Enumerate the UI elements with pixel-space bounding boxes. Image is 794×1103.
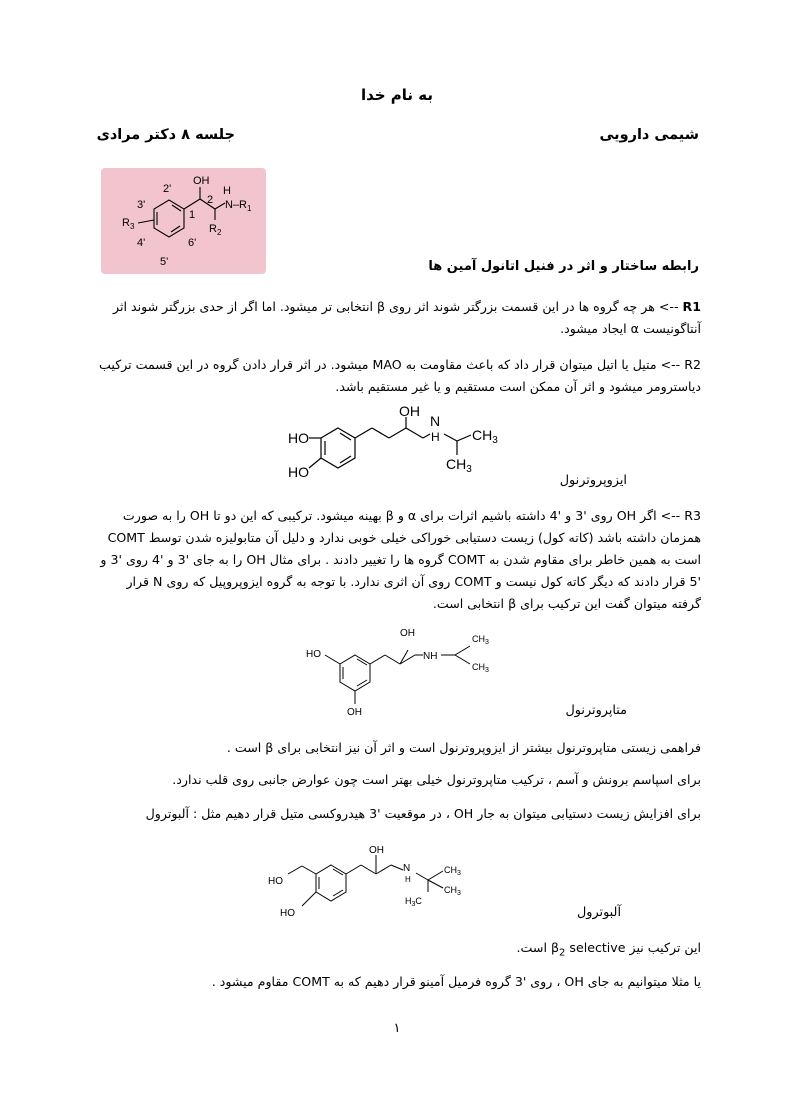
metaproterenol-structure (295, 624, 520, 719)
isoproterenol-ch3-b-sub: 3 (466, 464, 472, 475)
session-heading: جلسه ۸ دکتر مرادی (96, 127, 235, 143)
scaffold-pos-6p: 6' (188, 237, 197, 249)
albuterol-structure (258, 838, 473, 923)
isoproterenol-ho-top: HO (288, 430, 309, 446)
albuterol-ch3-a-sub: 3 (457, 870, 461, 877)
r1-prefix: R1 (682, 299, 701, 314)
scaffold-pos-5p: 5' (160, 256, 169, 268)
scaffold-r2-subscript: 2 (216, 228, 222, 237)
albuterol-svg (258, 838, 473, 923)
scaffold-r1-subscript: 1 (247, 204, 252, 213)
b2-note-a: این ترکیب نیز β (550, 940, 701, 955)
r2-text: --> متیل یا اتیل میتوان قرار داد که باعث مقاومت به MAO میشود. در اثر قرار دادن گروه در این قسمت ترکیب دیاسترومر میشود و اثر آن ممکن است مستقیم و یا غیر مستقیم باشد. (99, 357, 701, 394)
metaproterenol-paragraph: فراهمی زیستی متاپروترنول بیشتر از ایزوپروترنول است و اثر آن نیز انتخابی برای β است . (226, 740, 701, 755)
albuterol-ch3-b-text: CH (444, 885, 457, 895)
metaproterenol-ch3-a (472, 634, 489, 646)
scaffold-pos-1: 1 (189, 209, 196, 221)
metaproterenol-svg (295, 624, 520, 719)
isoproterenol-ch3-b-text: CH (446, 456, 467, 472)
metaproterenol-ch3-a-text: CH (472, 634, 485, 644)
page-number: ۱ (393, 1021, 401, 1036)
isoproterenol-h: H (431, 430, 440, 444)
scaffold-pos-3p: 3' (137, 199, 146, 211)
albuterol-h3c-c: C (415, 896, 422, 906)
isoproterenol-structure (285, 405, 515, 487)
subject-heading: شیمی دارویی (599, 127, 699, 143)
isoproterenol-ch3-a-text: CH (472, 427, 493, 443)
albuterol-h: H (405, 875, 411, 884)
isoproterenol-ch3-b (446, 456, 472, 475)
metaproterenol-ch3-b-sub: 3 (485, 667, 489, 674)
metaproterenol-oh-top: OH (400, 628, 415, 639)
r3-paragraph (95, 505, 701, 615)
sar-section-title: رابطه ساختار و اثر در فنیل اتانول آمین ها (428, 259, 699, 274)
albuterol-ch3-a-text: CH (444, 865, 457, 875)
scaffold-oh-label: OH (193, 175, 210, 187)
scaffold-r3-subscript: 3 (129, 222, 135, 231)
page-title: به نام خدا (360, 86, 434, 104)
isoproterenol-ho-bottom: HO (288, 464, 309, 480)
albuterol-h3c (405, 896, 422, 908)
albuterol-ch3-b-sub: 3 (457, 890, 461, 897)
metaproterenol-ho: HO (306, 649, 321, 660)
metaproterenol-ch3-b (472, 662, 489, 674)
isoproterenol-svg (285, 405, 515, 487)
r3-prefix: R3 (684, 508, 701, 523)
r1-text: --> هر چه گروه ها در این قسمت بزرگتر شوند اثر روی β انتخابی تر میشود. اما اگر از حدی بزرگتر شوند اثر آنتاگونیست α ایجاد میشود. (113, 299, 701, 336)
scaffold-pos-2p: 2' (163, 183, 172, 195)
asthma-paragraph: برای اسپاسم برونش و آسم ، ترکیب متاپروترنول خیلی بهتر است چون عوارض جانبی روی قلب ندارد. (172, 772, 701, 787)
scaffold-structure-svg (101, 168, 266, 274)
scaffold-r3-text: R (122, 217, 130, 229)
isoproterenol-oh: OH (399, 405, 420, 419)
b2-note-sub: 2 (559, 947, 566, 959)
albuterol-intro-paragraph: برای افزایش زیست دستیابی میتوان به جار OH ، در موقعیت '3 هیدروکسی متیل قرار دهیم مثل : آلبوترول (145, 806, 701, 821)
scaffold-pos-2: 2 (207, 194, 214, 206)
b2-selective-paragraph (95, 937, 701, 965)
albuterol-oh: OH (369, 845, 384, 856)
isoproterenol-ch3-a-sub: 3 (492, 435, 498, 446)
metaproterenol-oh-bottom: OH (347, 707, 362, 718)
albuterol-name: آلبوترول (576, 905, 621, 920)
albuterol-h3c-h: H (405, 896, 412, 906)
scaffold-pos-4p: 4' (137, 237, 146, 249)
metaproterenol-ch3-b-text: CH (472, 662, 485, 672)
albuterol-ch3-b (444, 885, 461, 897)
phenylethanolamine-scaffold-figure (101, 168, 266, 274)
scaffold-n-r1-text: N–R (225, 199, 248, 211)
metaproterenol-name: متاپروترنول (565, 703, 627, 718)
r1-paragraph (95, 296, 701, 340)
comt-paragraph: یا مثلا میتوانیم به جای OH ، روی '3 گروه فرمیل آمینو قرار دهیم که به COMT مقاوم میشود . (211, 974, 701, 989)
albuterol-ch3-a (444, 865, 461, 877)
r2-paragraph (95, 354, 701, 398)
r2-prefix: R2 (684, 357, 701, 372)
albuterol-n: N (403, 863, 411, 874)
albuterol-h3c-sub: 3 (411, 901, 416, 908)
albuterol-ho-bottom: HO (280, 908, 295, 919)
metaproterenol-ch3-a-sub: 3 (485, 639, 489, 646)
albuterol-ho-top: HO (268, 876, 283, 887)
scaffold-h-label: H (223, 185, 231, 197)
metaproterenol-nh: NH (423, 651, 438, 662)
scaffold-r2-text: R (209, 223, 217, 235)
isoproterenol-n: N (430, 413, 441, 429)
isoproterenol-name: ایزوپروترنول (559, 473, 627, 488)
isoproterenol-ch3-a (472, 427, 498, 446)
r3-text: --> اگر OH روی '3 و '4 داشته باشیم اثرات برای α و β بهینه میشود. ترکیبی که این دو تا OH را به صورت همزمان داشته باشد (کاته کول) زیست دستیابی خوراکی خیلی خوبی ندارد و دلیل آن متابولیزه شدن توسط COMT است به همین خاطر برای مقاوم شدن به COMT گروه ها را تغییر دادند . برای مثال OH را به جای '3 و '4 روی '3 و '5 قرار دادند که دیگر کاته کول نیست و COMT روی آن اثری ندارد. با توجه به گروه ایزوپروپیل که روی N قرار گرفته میتوان گفت این ترکیب برای β انتخابی است. (100, 508, 701, 611)
b2-note-b: selective است. (516, 940, 626, 955)
